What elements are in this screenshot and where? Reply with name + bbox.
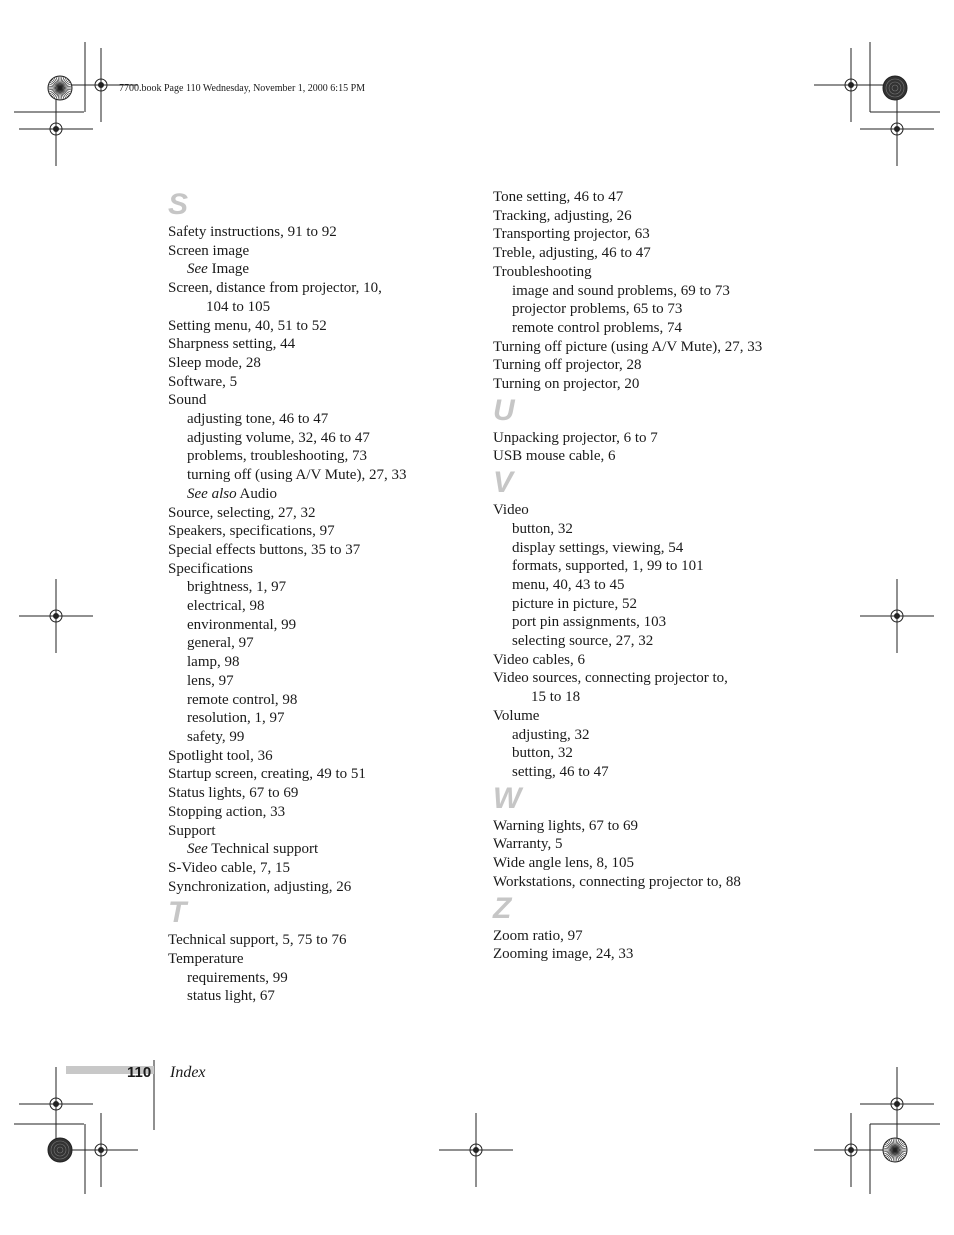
index-entry: Spotlight tool, 36 (168, 747, 273, 764)
index-entry: 15 to 18 (531, 689, 581, 706)
index-entry: Synchronization, adjusting, 26 (168, 878, 352, 895)
index-subentry: button, 32 (512, 745, 573, 762)
index-subentry: safety, 99 (187, 728, 245, 745)
index-subentry (168, 485, 488, 504)
index-letter-heading: S (168, 188, 189, 221)
index-subentry (168, 840, 488, 859)
index-entry: USB mouse cable, 6 (493, 448, 616, 465)
see-reference: See also (187, 485, 237, 502)
index-subentry: requirements, 99 (187, 969, 288, 986)
index-entry: Warning lights, 67 to 69 (493, 817, 639, 834)
page-number: 110 (127, 1064, 152, 1081)
index-entry: S-Video cable, 7, 15 (168, 859, 290, 876)
index-entry: Video cables, 6 (493, 651, 585, 668)
index-entry: Speakers, specifications, 97 (168, 523, 335, 540)
registration-mark (19, 579, 93, 653)
registration-mark (860, 92, 934, 166)
index-entry: Sound (168, 392, 207, 409)
index-subentry: general, 97 (187, 635, 254, 652)
index-subentry: adjusting volume, 32, 46 to 47 (187, 429, 370, 446)
starburst-mark (48, 1138, 72, 1162)
registration-mark (19, 1067, 93, 1141)
index-entry: Startup screen, creating, 49 to 51 (168, 766, 366, 783)
registration-mark (19, 92, 93, 166)
index-subentry: turning off (using A/V Mute), 27, 33 (187, 467, 407, 484)
index-entry: Zoom ratio, 97 (493, 927, 583, 944)
index-entry: Screen, distance from projector, 10, (168, 280, 382, 297)
file-info-header: 7700.book Page 110 Wednesday, November 1, 2000 6:15 PM (119, 83, 366, 94)
index-entry: Turning on projector, 20 (493, 376, 640, 393)
index-subentry (168, 260, 488, 279)
index-subentry: setting, 46 to 47 (512, 763, 609, 780)
index-subentry: display settings, viewing, 54 (512, 539, 684, 556)
index-entry: Tone setting, 46 to 47 (493, 189, 624, 205)
registration-mark (860, 579, 934, 653)
registration-mark (439, 1113, 513, 1187)
index-entry: Video sources, connecting projector to, (493, 670, 728, 687)
index-entry: Technical support, 5, 75 to 76 (168, 932, 347, 949)
starburst-mark (883, 1138, 907, 1162)
index-letter-heading: V (493, 466, 514, 500)
index-letter-heading: Z (493, 891, 512, 925)
index-subentry: image and sound problems, 69 to 73 (512, 282, 730, 299)
index-entry: Status lights, 67 to 69 (168, 785, 299, 802)
index-subentry: remote control, 98 (187, 691, 298, 708)
index-subentry: lamp, 98 (187, 654, 240, 671)
index-subentry: formats, supported, 1, 99 to 101 (512, 558, 704, 575)
index-entry: Warranty, 5 (493, 836, 563, 853)
index-subentry: lens, 97 (187, 672, 234, 689)
index-subentry: adjusting tone, 46 to 47 (187, 411, 329, 428)
see-reference: See (187, 841, 208, 858)
entry-text: Image (207, 261, 250, 278)
index-letter-heading: T (168, 896, 187, 930)
index-entry: Setting menu, 40, 51 to 52 (168, 317, 327, 334)
index-entry: Source, selecting, 27, 32 (168, 504, 316, 521)
see-reference: See (187, 261, 208, 278)
index-entry: Unpacking projector, 6 to 7 (493, 429, 658, 446)
index-subentry: picture in picture, 52 (512, 595, 637, 612)
registration-mark (860, 1067, 934, 1141)
index-subentry: brightness, 1, 97 (187, 579, 287, 596)
index-entry: Treble, adjusting, 46 to 47 (493, 245, 651, 262)
starburst-mark (48, 76, 72, 100)
index-entry: Support (168, 822, 216, 839)
index-subentry: button, 32 (512, 520, 573, 537)
entry-text: Audio (236, 485, 278, 502)
index-column-right (493, 188, 813, 964)
index-entry: Turning off projector, 28 (493, 357, 642, 374)
index-entry: 104 to 105 (206, 298, 271, 315)
index-entry: Transporting projector, 63 (493, 226, 650, 243)
index-entry: Tracking, adjusting, 26 (493, 207, 632, 224)
index-entry: Zooming image, 24, 33 (493, 946, 634, 963)
index-subentry: remote control problems, 74 (512, 319, 682, 336)
starburst-mark (883, 76, 907, 100)
index-entry: Special effects buttons, 35 to 37 (168, 541, 361, 558)
index-entry: Safety instructions, 91 to 92 (168, 224, 337, 240)
index-subentry: problems, troubleshooting, 73 (187, 448, 367, 465)
index-entry: Video (493, 502, 529, 519)
index-subentry: adjusting, 32 (512, 726, 590, 743)
index-entry: Sharpness setting, 44 (168, 336, 296, 353)
index-letter-heading: U (493, 393, 515, 427)
index-entry: Screen image (168, 242, 250, 259)
index-subentry: selecting source, 27, 32 (512, 633, 654, 650)
index-subentry: projector problems, 65 to 73 (512, 301, 683, 318)
index-entry: Temperature (168, 951, 244, 968)
entry-text: Technical support (207, 841, 319, 858)
index-entry: Software, 5 (168, 373, 238, 390)
index-entry: Workstations, connecting projector to, 88 (493, 873, 741, 890)
index-subentry: status light, 67 (187, 988, 275, 1005)
index-letter-heading: W (493, 781, 522, 815)
index-entry: Troubleshooting (493, 263, 592, 280)
index-subentry: electrical, 98 (187, 598, 265, 615)
index-entry: Wide angle lens, 8, 105 (493, 855, 635, 872)
index-entry: Volume (493, 707, 540, 724)
section-name: Index (170, 1064, 206, 1081)
index-entry: Turning off picture (using A/V Mute), 27, 33 (493, 338, 763, 355)
registration-mark (814, 48, 888, 122)
index-entry: Specifications (168, 560, 253, 577)
index-subentry: resolution, 1, 97 (187, 710, 285, 727)
index-entry: Stopping action, 33 (168, 803, 286, 820)
index-entry: Sleep mode, 28 (168, 354, 261, 371)
index-subentry: environmental, 99 (187, 616, 297, 633)
index-subentry: port pin assignments, 103 (512, 614, 667, 631)
index-subentry: menu, 40, 43 to 45 (512, 576, 625, 593)
index-column-left (168, 188, 488, 1006)
